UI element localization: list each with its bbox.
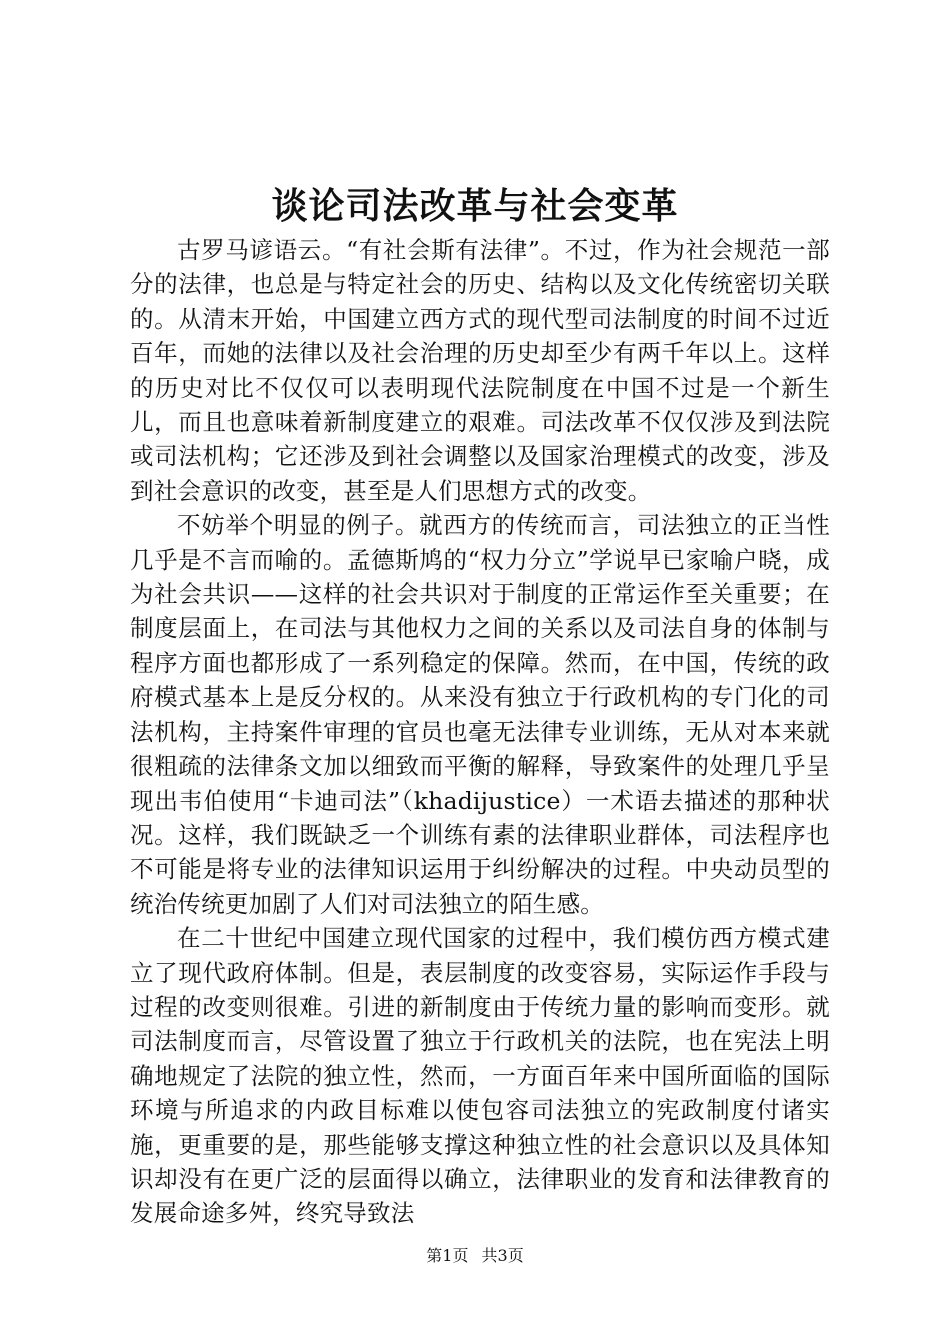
document-body <box>130 233 830 1231</box>
paragraph-3: 在二十世纪中国建立现代国家的过程中，我们模仿西方模式建立了现代政府体制。但是，表层制度的改变容易，实际运作手段与过程的改变则很难。引进的新制度由于传统力量的影响而变形。就司法制度而言，尽管设置了独立于行政机关的法院，也在宪法上明确地规定了法院的独立性，然而，一方面百年来中国所面临的国际环境与所追求的内政目标难以使包容司法独立的宪政制度付诸实施，更重要的是，那些能够支撑这种独立性的社会意识以及具体知识却没有在更广泛的层面得以确立，法律职业的发育和法律教育的发展命途多舛，终究导致法 <box>130 924 830 1228</box>
paragraph-2: 不妨举个明显的例子。就西方的传统而言，司法独立的正当性几乎是不言而喻的。孟德斯鸠的“权力分立”学说早已家喻户晓，成为社会共识——这样的社会共识对于制度的正常运作至关重要；在制度层面上，在司法与其他权力之间的关系以及司法自身的体制与程序方面也都形成了一系列稳定的保障。然而，在中国，传统的政府模式基本上是反分权的。从来没有独立于行政机构的专门化的司法机构，主持案件审理的官员也毫无法律专业训练，无从对本来就很粗疏的法律条文加以细致而平衡的解释，导致案件的处理几乎呈现出韦伯使用“卡迪司法”（khadijustice）一术语去描述的那种状况。这样，我们既缺乏一个训练有素的法律职业群体，司法程序也不可能是将专业的法律知识运用于纠纷解决的过程。中央动员型的统治传统更加剧了人们对司法独立的陌生感。 <box>130 511 830 918</box>
document-title: 谈论司法改革与社会变革 <box>271 185 679 227</box>
page-number: 第1页 <box>426 1246 469 1265</box>
paragraph-1: 古罗马谚语云。“有社会斯有法律”。不过，作为社会规范一部分的法律，也总是与特定社会的历史、结构以及文化传统密切关联的。从清末开始，中国建立西方式的现代型司法制度的时间不过近百年，而她的法律以及社会治理的历史却至少有两千年以上。这样的历史对比不仅仅可以表明现代法院制度在中国不过是一个新生儿，而且也意味着新制度建立的艰难。司法改革不仅仅涉及到法院或司法机构；它还涉及到社会调整以及国家治理模式的改变，涉及到社会意识的改变，甚至是人们思想方式的改变。 <box>130 236 830 505</box>
page-total: 共3页 <box>481 1246 524 1265</box>
page-footer <box>0 1244 950 1268</box>
